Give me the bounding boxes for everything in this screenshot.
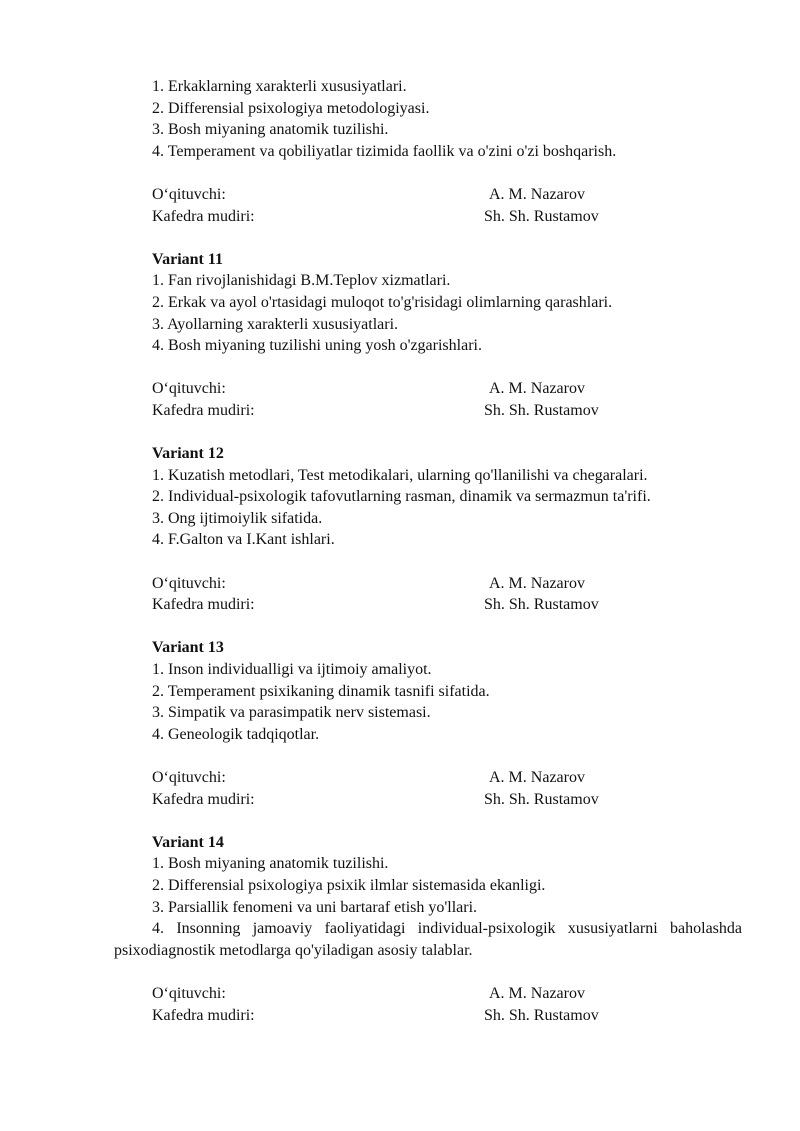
head-name: Sh. Sh. Rustamov [484, 596, 599, 614]
teacher-signature-line [114, 184, 742, 206]
question-item: 1. Fan rivojlanishidagi B.M.Teplov xizmatlari. [152, 272, 451, 290]
question-item: 3. Parsiallik fenomeni va uni bartaraf etish yo'llari. [152, 898, 478, 916]
question-item: 3. Bosh miyaning anatomik tuzilishi. [152, 121, 389, 139]
question-item: 2. Differensial psixologiya metodologiyasi. [152, 99, 430, 117]
teacher-role: O‘qituvchi: [152, 380, 226, 398]
teacher-name: A. M. Nazarov [489, 380, 585, 398]
teacher-signature-line [114, 767, 742, 789]
head-signature-line [114, 594, 742, 616]
spacer [114, 961, 742, 983]
question-item: 4. Geneologik tadqiqotlar. [152, 725, 320, 743]
teacher-name: A. M. Nazarov [489, 769, 585, 786]
question-item: 4. Bosh miyaning tuzilishi uning yosh o'zgarishlari. [152, 337, 482, 355]
spacer [114, 551, 742, 573]
question-item: 2. Temperament psixikaning dinamik tasnifi sifatida. [152, 682, 490, 700]
teacher-role: O‘qituvchi: [152, 984, 226, 1002]
signature-block [114, 983, 742, 1026]
question-list [114, 659, 742, 745]
question-item: 4. Temperament va qobiliyatlar tizimida faollik va o'zini o'zi boshqarish. [152, 142, 617, 160]
question-item: 1. Kuzatish metodlari, Test metodikalari, ularning qo'llanilishi va chegaralari. [152, 466, 648, 484]
head-name: Sh. Sh. Rustamov [484, 207, 599, 225]
signature-block [114, 378, 742, 421]
teacher-role: O‘qituvchi: [152, 185, 226, 203]
signature-block [114, 573, 742, 616]
spacer [114, 422, 742, 444]
variant-title: Variant 13 [152, 639, 224, 657]
spacer [114, 810, 742, 832]
question-item: 1. Erkaklarning xarakterli xususiyatlari. [152, 78, 407, 95]
spacer [114, 227, 742, 249]
teacher-role: O‘qituvchi: [152, 574, 226, 592]
question-item: 3. Ong ijtimoiylik sifatida. [152, 509, 323, 527]
head-role: Kafedra mudiri: [152, 596, 255, 614]
document-page [114, 76, 742, 1026]
teacher-name: A. M. Nazarov [489, 574, 585, 592]
question-item: 1. Inson individualligi va ijtimoiy amaliyot. [152, 661, 432, 679]
spacer [114, 616, 742, 638]
head-name: Sh. Sh. Rustamov [484, 1006, 599, 1024]
head-name: Sh. Sh. Rustamov [484, 790, 599, 808]
question-item: 3. Ayollarning xarakterli xususiyatlari. [152, 315, 399, 333]
question-item: 4. Insonning jamoaviy faoliyatidagi individual-psixologik xususiyatlarni baholashda psixodiagnostik metodlarga qo'yiladigan asosiy talablar. [114, 920, 742, 959]
variant-title: Variant 11 [152, 250, 223, 268]
spacer [114, 745, 742, 767]
teacher-name: A. M. Nazarov [489, 984, 585, 1002]
question-item: 3. Simpatik va parasimpatik nerv sistemasi. [152, 704, 431, 722]
head-signature-line [114, 789, 742, 811]
teacher-role: O‘qituvchi: [152, 769, 226, 786]
question-list [114, 270, 742, 356]
variant-title: Variant 14 [152, 833, 224, 851]
spacer [114, 162, 742, 184]
teacher-signature-line [114, 378, 742, 400]
head-signature-line [114, 206, 742, 228]
teacher-signature-line [114, 983, 742, 1005]
teacher-signature-line [114, 573, 742, 595]
head-role: Kafedra mudiri: [152, 207, 255, 225]
head-role: Kafedra mudiri: [152, 790, 255, 808]
head-signature-line [114, 400, 742, 422]
question-list [114, 853, 742, 961]
head-name: Sh. Sh. Rustamov [484, 401, 599, 419]
question-item: 2. Differensial psixologiya psixik ilmlar sistemasida ekanligi. [152, 876, 546, 894]
question-list [114, 76, 742, 162]
question-item: 4. F.Galton va I.Kant ishlari. [152, 531, 335, 549]
question-item: 2. Individual-psixologik tafovutlarning rasman, dinamik va sermazmun ta'rifi. [152, 488, 651, 506]
head-role: Kafedra mudiri: [152, 401, 255, 419]
head-signature-line [114, 1005, 742, 1027]
question-item: 1. Bosh miyaning anatomik tuzilishi. [152, 855, 389, 873]
question-item: 2. Erkak va ayol o'rtasidagi muloqot to'g'risidagi olimlarning qarashlari. [152, 293, 613, 311]
signature-block [114, 184, 742, 227]
question-list [114, 465, 742, 551]
spacer [114, 357, 742, 379]
teacher-name: A. M. Nazarov [489, 185, 585, 203]
head-role: Kafedra mudiri: [152, 1006, 255, 1024]
variant-title: Variant 12 [152, 445, 224, 463]
signature-block [114, 767, 742, 810]
